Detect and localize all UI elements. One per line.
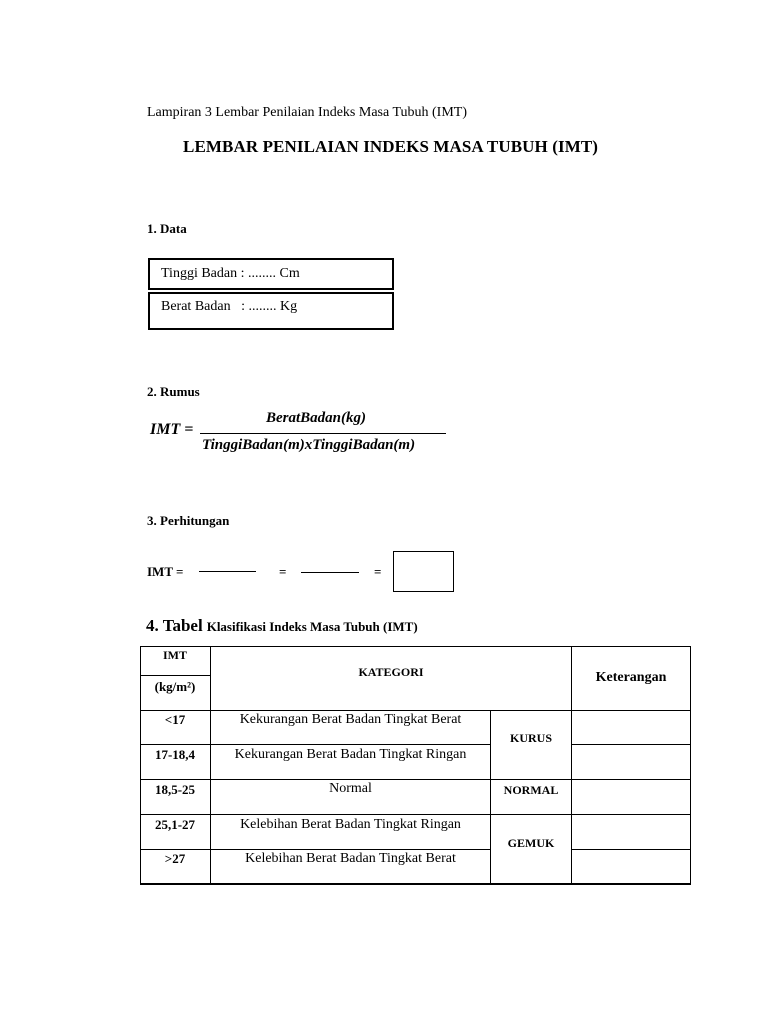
calc-equals-2: =: [374, 564, 382, 579]
group-gemuk: GEMUK: [507, 836, 555, 850]
table-row-line-1: [140, 744, 490, 745]
calc-imt-label: IMT =: [147, 564, 184, 579]
formula-numerator: BeratBadan(kg): [266, 410, 367, 426]
section-calc-title: 3. Perhitungan: [147, 513, 230, 528]
formula-lhs: IMT =: [150, 421, 194, 438]
table-border-top: [140, 646, 691, 647]
row-desc-5: Kelebihan Berat Badan Tingkat Berat: [245, 851, 456, 866]
page-title: LEMBAR PENILAIAN INDEKS MASA TUBUH (IMT): [183, 137, 599, 156]
section-formula-title: 2. Rumus: [147, 384, 200, 399]
row-imt-4: 25,1-27: [154, 817, 196, 832]
row-desc-2: Kekurangan Berat Badan Tingkat Ringan: [234, 747, 467, 762]
header-keterangan: Keterangan: [595, 670, 667, 685]
header-unit: (kg/m²): [154, 679, 196, 694]
row-desc-3: Normal: [329, 781, 372, 796]
height-field-label: Tinggi Badan : ........ Cm: [161, 266, 300, 281]
row-imt-3: 18,5-25: [154, 782, 196, 797]
table-row-line-1b: [571, 744, 691, 745]
row-imt-5: >27: [164, 851, 186, 866]
row-imt-1: <17: [164, 712, 186, 727]
section-data-title: 1. Data: [147, 221, 187, 236]
row-imt-2: 17-18,4: [154, 747, 196, 762]
table-border-bottom: [140, 883, 691, 885]
appendix-title: Lampiran 3 Lembar Penilaian Indeks Masa Tubuh (IMT): [147, 105, 467, 120]
row-desc-4: Kelebihan Berat Badan Tingkat Ringan: [240, 817, 461, 832]
table-row-line-4: [140, 849, 490, 850]
weight-field-label: Berat Badan : ........ Kg: [161, 299, 298, 314]
table-row-line-2: [140, 779, 691, 780]
formula-denominator: TinggiBadan(m)xTinggiBadan(m): [202, 437, 416, 453]
header-kategori: KATEGORI: [358, 665, 424, 679]
row-desc-1: Kekurangan Berat Badan Tingkat Berat: [239, 712, 462, 727]
group-normal: NORMAL: [503, 783, 559, 797]
group-kurus: KURUS: [509, 731, 552, 745]
table-row-line-3: [140, 814, 691, 815]
table-title-text: Klasifikasi Indeks Masa Tubuh (IMT): [206, 619, 418, 634]
calc-equals-1: =: [279, 564, 287, 579]
table-title-number: 4. Tabel: [146, 616, 203, 635]
table-row-line-4b: [571, 849, 691, 850]
table-header-bottom: [140, 710, 691, 711]
header-imt: IMT: [163, 648, 187, 662]
table-header-split: [140, 675, 210, 676]
